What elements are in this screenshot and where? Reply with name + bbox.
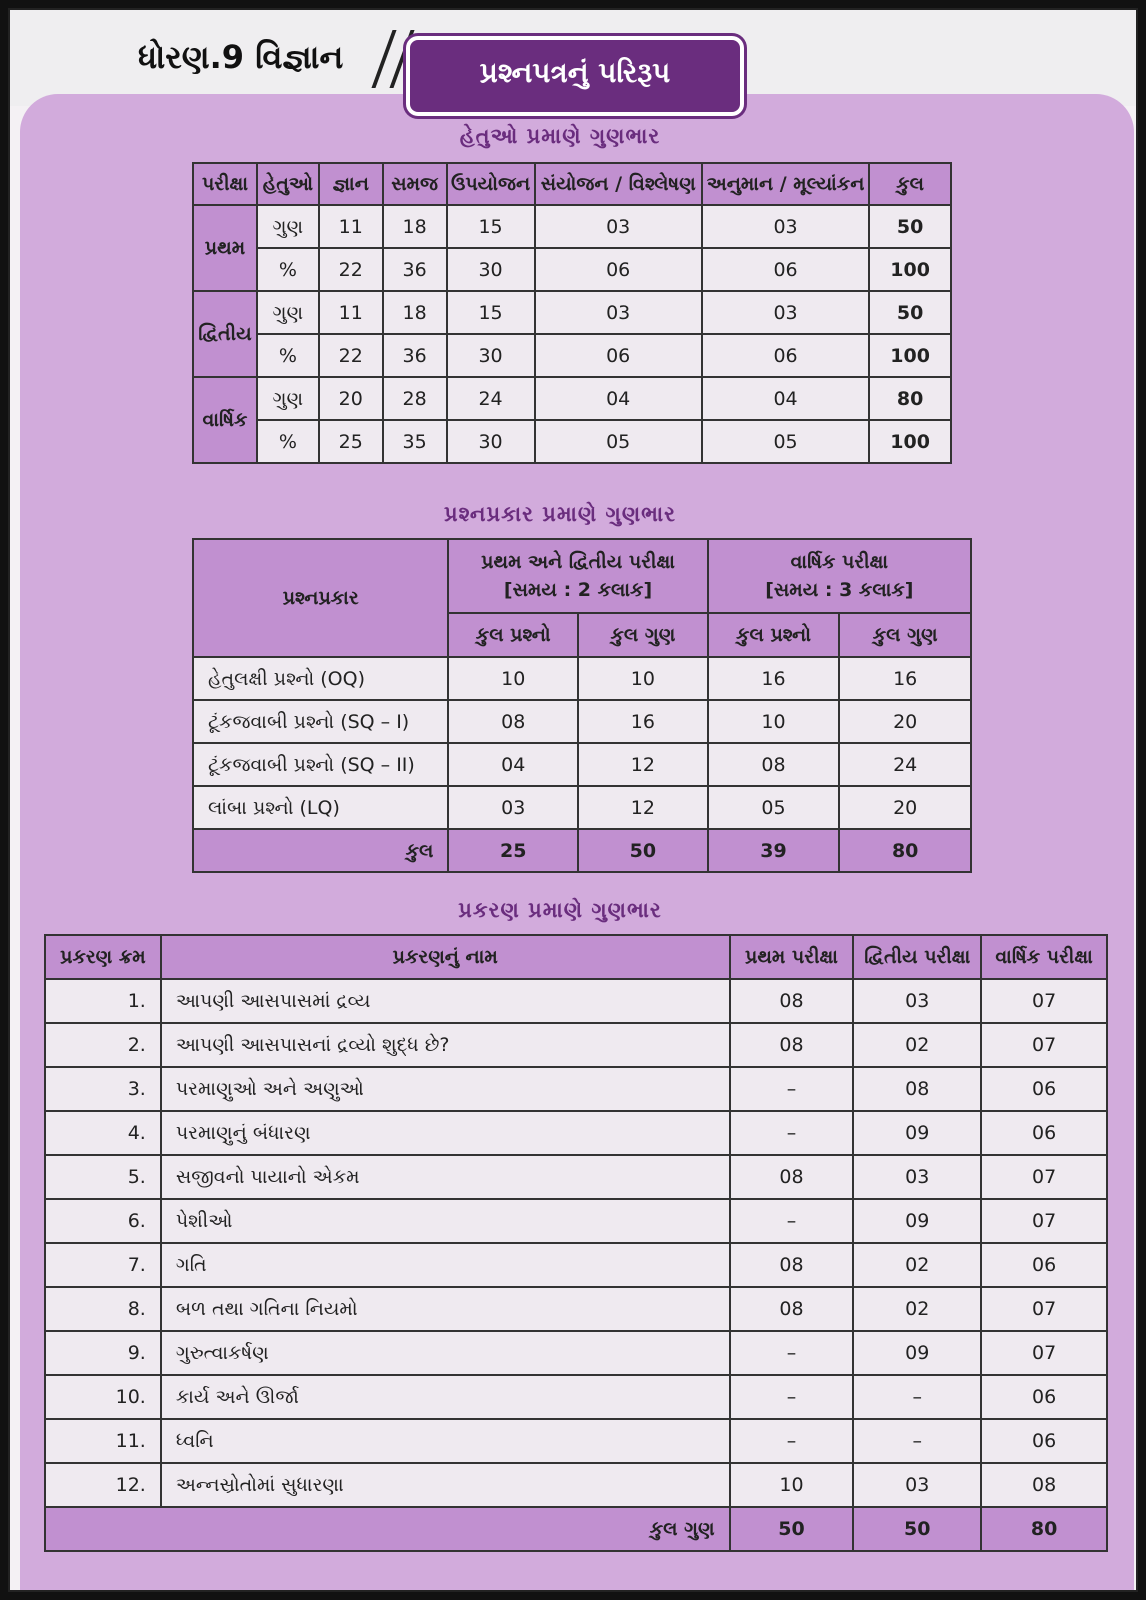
table1-header-cell: અનુમાન / મૂલ્યાંકન xyxy=(702,163,869,205)
value-cell: 18 xyxy=(383,291,447,334)
chapter-name: આપણી આસપાસમાં દ્રવ્ય xyxy=(161,979,730,1023)
chapter-number: 7. xyxy=(45,1243,161,1287)
total-cell: 100 xyxy=(869,334,951,377)
group1-time: [સમય : 2 કલાક] xyxy=(503,579,653,601)
value-cell: 24 xyxy=(839,743,971,786)
total-row xyxy=(193,829,971,872)
value-cell: 11 xyxy=(319,205,383,248)
chapter-name: સજીવનો પાયાનો એકમ xyxy=(161,1155,730,1199)
value-cell: 07 xyxy=(981,1287,1107,1331)
chapter-number: 4. xyxy=(45,1111,161,1155)
sub-marks-header: કુલ ગુણ xyxy=(578,613,708,657)
question-type: લાંબા પ્રશ્નો (LQ) xyxy=(193,786,448,829)
table3-header-cell: પ્રકરણ ક્રમ xyxy=(45,935,161,979)
value-cell: – xyxy=(853,1375,981,1419)
page xyxy=(8,8,1138,1592)
question-type: ટૂંકજવાબી પ્રશ્નો (SQ – II) xyxy=(193,743,448,786)
table1-header-cell: કુલ xyxy=(869,163,951,205)
sub-questions-header: કુલ પ્રશ્નો xyxy=(448,613,578,657)
value-cell: – xyxy=(853,1419,981,1463)
value-cell: 35 xyxy=(383,420,447,463)
table3-title: પ્રકરણ પ્રમાણે ગુણભાર xyxy=(458,898,662,922)
objectives-weightage-table xyxy=(192,162,952,464)
table-row xyxy=(193,334,951,377)
value-cell: 03 xyxy=(535,291,702,334)
chapter-weightage-table xyxy=(44,934,1108,1552)
group2-title: વાર્ષિક પરીક્ષા xyxy=(790,551,889,573)
value-cell: 36 xyxy=(383,248,447,291)
row-type: ગુણ xyxy=(257,291,319,334)
table2-title: પ્રશ્નપ્રકાર પ્રમાણે ગુણભાર xyxy=(444,502,676,526)
table-row xyxy=(45,1419,1107,1463)
value-cell: 09 xyxy=(853,1111,981,1155)
value-cell: 02 xyxy=(853,1023,981,1067)
value-cell: 08 xyxy=(448,700,578,743)
table-row xyxy=(193,420,951,463)
total-cell: 50 xyxy=(578,829,708,872)
table-row xyxy=(45,1067,1107,1111)
question-type: હેતુલક્ષી પ્રશ્નો (OQ) xyxy=(193,657,448,700)
value-cell: 11 xyxy=(319,291,383,334)
value-cell: 16 xyxy=(839,657,971,700)
value-cell: 06 xyxy=(535,334,702,377)
table1-title: હેતુઓ પ્રમાણે ગુણભાર xyxy=(459,124,661,148)
value-cell: 03 xyxy=(702,205,869,248)
total-cell: 100 xyxy=(869,248,951,291)
value-cell: 08 xyxy=(730,1023,854,1067)
table1-header-row xyxy=(193,163,951,205)
value-cell: 07 xyxy=(981,979,1107,1023)
value-cell: 08 xyxy=(708,743,840,786)
value-cell: – xyxy=(730,1199,854,1243)
table1-header-cell: પરીક્ષા xyxy=(193,163,257,205)
chapter-number: 5. xyxy=(45,1155,161,1199)
total-cell: 80 xyxy=(981,1507,1107,1551)
value-cell: 08 xyxy=(981,1463,1107,1507)
value-cell: – xyxy=(730,1111,854,1155)
section-badge-label: પ્રશ્નપત્રનું પરિરૂપ xyxy=(479,56,671,89)
value-cell: 09 xyxy=(853,1331,981,1375)
row-type: ગુણ xyxy=(257,205,319,248)
table1-header-cell: જ્ઞાન xyxy=(319,163,383,205)
group2-time: [સમય : 3 કલાક] xyxy=(765,579,914,601)
chapter-number: 10. xyxy=(45,1375,161,1419)
chapter-number: 9. xyxy=(45,1331,161,1375)
value-cell: 04 xyxy=(535,377,702,420)
value-cell: 15 xyxy=(447,291,535,334)
chapter-number: 8. xyxy=(45,1287,161,1331)
table3-header-cell: વાર્ષિક પરીક્ષા xyxy=(981,935,1107,979)
value-cell: 05 xyxy=(708,786,840,829)
value-cell: 16 xyxy=(708,657,840,700)
chapter-name: ગુરુત્વાકર્ષણ xyxy=(161,1331,730,1375)
chapter-number: 11. xyxy=(45,1419,161,1463)
exam-label: પ્રથમ xyxy=(193,205,257,291)
value-cell: 03 xyxy=(853,1463,981,1507)
table-row xyxy=(45,1375,1107,1419)
value-cell: 08 xyxy=(730,1243,854,1287)
question-type: ટૂંકજવાબી પ્રશ્નો (SQ – I) xyxy=(193,700,448,743)
value-cell: – xyxy=(730,1419,854,1463)
table-row xyxy=(193,657,971,700)
value-cell: 04 xyxy=(702,377,869,420)
value-cell: 06 xyxy=(981,1067,1107,1111)
total-cell: 39 xyxy=(708,829,840,872)
chapter-name: અન્નસ્રોતોમાં સુધારણા xyxy=(161,1463,730,1507)
value-cell: 30 xyxy=(447,248,535,291)
table1-header-cell: સંયોજન / વિશ્લેષણ xyxy=(535,163,702,205)
chapter-name: ગતિ xyxy=(161,1243,730,1287)
table-row xyxy=(193,291,951,334)
value-cell: 07 xyxy=(981,1199,1107,1243)
value-cell: 28 xyxy=(383,377,447,420)
group2-header xyxy=(708,539,971,613)
value-cell: 36 xyxy=(383,334,447,377)
table3-header-row xyxy=(45,935,1107,979)
value-cell: – xyxy=(730,1331,854,1375)
value-cell: 03 xyxy=(853,1155,981,1199)
value-cell: 07 xyxy=(981,1331,1107,1375)
chapter-name: પરમાણુઓ અને અણુઓ xyxy=(161,1067,730,1111)
table1-header-cell: સમજ xyxy=(383,163,447,205)
value-cell: – xyxy=(730,1067,854,1111)
group1-header xyxy=(448,539,707,613)
value-cell: 05 xyxy=(702,420,869,463)
row-type: % xyxy=(257,420,319,463)
value-cell: 16 xyxy=(578,700,708,743)
value-cell: 03 xyxy=(448,786,578,829)
chapter-number: 12. xyxy=(45,1463,161,1507)
total-cell: 50 xyxy=(853,1507,981,1551)
book-title: ધોરણ.9 વિજ્ઞાન xyxy=(138,38,344,76)
table3-header-cell: દ્વિતીય પરીક્ષા xyxy=(853,935,981,979)
value-cell: 12 xyxy=(578,786,708,829)
total-cell: 80 xyxy=(869,377,951,420)
group1-title: પ્રથમ અને દ્વિતીય પરીક્ષા xyxy=(481,551,675,573)
table1-header-cell: હેતુઓ xyxy=(257,163,319,205)
chapter-name: આપણી આસપાસનાં દ્રવ્યો શુદ્ધ છે? xyxy=(161,1023,730,1067)
table-row xyxy=(45,1243,1107,1287)
value-cell: 10 xyxy=(448,657,578,700)
table3-header-cell: પ્રકરણનું નામ xyxy=(161,935,730,979)
exam-label: દ્વિતીય xyxy=(193,291,257,377)
value-cell: 03 xyxy=(535,205,702,248)
table-row xyxy=(193,377,951,420)
value-cell: 04 xyxy=(448,743,578,786)
chapter-name: બળ તથા ગતિના નિયમો xyxy=(161,1287,730,1331)
sub-questions-header: કુલ પ્રશ્નો xyxy=(708,613,840,657)
value-cell: 24 xyxy=(447,377,535,420)
table-row xyxy=(193,700,971,743)
table-row xyxy=(45,1199,1107,1243)
value-cell: 06 xyxy=(981,1375,1107,1419)
value-cell: 22 xyxy=(319,334,383,377)
table3-header-cell: પ્રથમ પરીક્ષા xyxy=(730,935,854,979)
table-row xyxy=(45,1331,1107,1375)
value-cell: 30 xyxy=(447,334,535,377)
total-row xyxy=(45,1507,1107,1551)
value-cell: 08 xyxy=(730,1287,854,1331)
table-row xyxy=(45,979,1107,1023)
value-cell: 06 xyxy=(981,1243,1107,1287)
chapter-name: પરમાણુનું બંધારણ xyxy=(161,1111,730,1155)
total-cell: 50 xyxy=(869,291,951,334)
chapter-number: 3. xyxy=(45,1067,161,1111)
table-row xyxy=(193,205,951,248)
table-row xyxy=(45,1155,1107,1199)
row-type: % xyxy=(257,248,319,291)
value-cell: 18 xyxy=(383,205,447,248)
value-cell: 05 xyxy=(535,420,702,463)
sub-marks-header: કુલ ગુણ xyxy=(839,613,971,657)
table-row xyxy=(193,743,971,786)
value-cell: 06 xyxy=(702,334,869,377)
value-cell: 10 xyxy=(708,700,840,743)
table-row xyxy=(45,1111,1107,1155)
total-label: કુલ xyxy=(193,829,448,872)
chapter-name: પેશીઓ xyxy=(161,1199,730,1243)
value-cell: 03 xyxy=(853,979,981,1023)
chapter-number: 2. xyxy=(45,1023,161,1067)
exam-label: વાર્ષિક xyxy=(193,377,257,463)
table1-header-cell: ઉપયોજન xyxy=(447,163,535,205)
value-cell: 20 xyxy=(839,700,971,743)
value-cell: 08 xyxy=(730,979,854,1023)
table-row xyxy=(193,786,971,829)
value-cell: 20 xyxy=(319,377,383,420)
value-cell: 12 xyxy=(578,743,708,786)
total-cell: 25 xyxy=(448,829,578,872)
section-badge xyxy=(410,40,740,112)
chapter-name: ધ્વનિ xyxy=(161,1419,730,1463)
table-row xyxy=(45,1023,1107,1067)
chapter-number: 6. xyxy=(45,1199,161,1243)
value-cell: 09 xyxy=(853,1199,981,1243)
value-cell: 15 xyxy=(447,205,535,248)
value-cell: 07 xyxy=(981,1023,1107,1067)
value-cell: 06 xyxy=(981,1419,1107,1463)
question-type-header: પ્રશ્નપ્રકાર xyxy=(193,539,448,657)
total-cell: 80 xyxy=(839,829,971,872)
total-cell: 100 xyxy=(869,420,951,463)
table-row xyxy=(193,248,951,291)
value-cell: 02 xyxy=(853,1287,981,1331)
value-cell: 08 xyxy=(730,1155,854,1199)
value-cell: 07 xyxy=(981,1155,1107,1199)
table-row xyxy=(45,1463,1107,1507)
value-cell: 08 xyxy=(853,1067,981,1111)
chapter-number: 1. xyxy=(45,979,161,1023)
value-cell: 20 xyxy=(839,786,971,829)
table-row xyxy=(45,1287,1107,1331)
value-cell: 22 xyxy=(319,248,383,291)
total-label: કુલ ગુણ xyxy=(45,1507,730,1551)
total-cell: 50 xyxy=(869,205,951,248)
value-cell: 10 xyxy=(578,657,708,700)
table2-header-row xyxy=(193,539,971,613)
value-cell: 06 xyxy=(981,1111,1107,1155)
value-cell: 02 xyxy=(853,1243,981,1287)
value-cell: 03 xyxy=(702,291,869,334)
value-cell: 06 xyxy=(702,248,869,291)
question-type-weightage-table xyxy=(192,538,972,873)
row-type: % xyxy=(257,334,319,377)
row-type: ગુણ xyxy=(257,377,319,420)
total-cell: 50 xyxy=(730,1507,854,1551)
value-cell: 30 xyxy=(447,420,535,463)
value-cell: 10 xyxy=(730,1463,854,1507)
value-cell: – xyxy=(730,1375,854,1419)
value-cell: 06 xyxy=(535,248,702,291)
value-cell: 25 xyxy=(319,420,383,463)
chapter-name: કાર્ય અને ઊર્જા xyxy=(161,1375,730,1419)
